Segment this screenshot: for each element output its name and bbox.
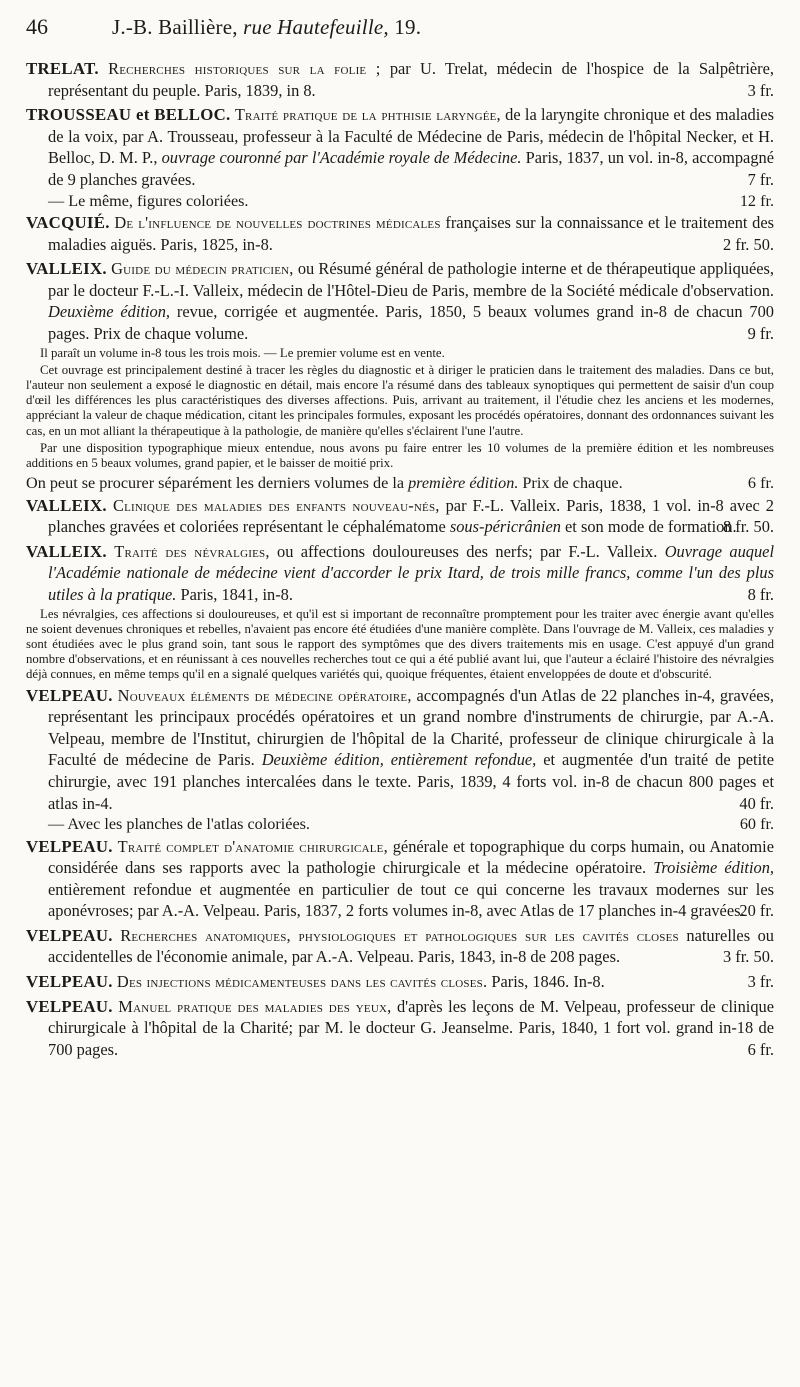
street-number: 19. [394, 15, 422, 39]
entry-price: 60 fr. [739, 815, 774, 834]
entry-price: 8 fr. [747, 584, 774, 604]
entry-italic-note: Troisième édition, [653, 858, 774, 878]
entry-text: françaises sur la connaissance et le traitement des maladies aiguës. Paris, 1825, in-8. [48, 212, 775, 254]
catalog-entry-valleix-nevralgies [26, 541, 774, 606]
entry-italic-note: ouvrage couronné par l'Académie royale de Médecine. [161, 148, 522, 168]
entry-text-after: Paris, 1841, in-8. [180, 584, 293, 604]
entry-price: 6 fr. [747, 1039, 774, 1059]
entry-price: 3 fr. [747, 972, 774, 992]
entry-title: De l'influence de nouvelles doctrines médicales [114, 212, 441, 232]
street-name: rue Hautefeuille, [243, 15, 389, 39]
entry-title: Traité pratique de la phthisie laryngée, [234, 105, 501, 125]
entry-title: Guide du médecin praticien, [111, 259, 294, 279]
entry-author: VELPEAU. [26, 996, 113, 1016]
entry-text-after: entièrement refondue et augmentée en particulier de tout ce qui concerne les travaux modernes sur les aponévroses; par A.-A. Velpeau. Paris, 1837, 2 forts volumes in-8, avec Atlas de 17 planches in-4 gravées. [48, 879, 774, 921]
page-number: 46 [26, 14, 48, 39]
entry-text: d'après les leçons de M. Velpeau, professeur de clinique chirurgicale à l'hôpital de la Charité; par M. le docteur G. Jeanselme. Paris, 1840, 1 fort vol. grand in-18 de 700 pages. [48, 996, 774, 1059]
entry-price: 9 fr. [747, 323, 774, 343]
entry-price: 2 fr. 50. [723, 234, 774, 254]
entry-author: TROUSSEAU et BELLOC. [26, 105, 231, 125]
catalog-subentry-separate-volumes [26, 473, 774, 494]
entry-note: Il paraît un volume in-8 tous les trois mois. — Le premier volume est en vente. [40, 345, 445, 360]
entry-text: Paris, 1846. In-8. [491, 972, 605, 992]
entry-price: 8 fr. 50. [723, 517, 774, 537]
entry-author: VELPEAU. [26, 925, 113, 945]
entry-note: Cet ouvrage est principalement destiné à tracer les règles du diagnostic et à diriger le praticien dans le traitement des maladies. Dans ce but, l'auteur non seulement a exposé le diagnostic en détail, mais encore l'a résumé dans des tableaux synoptiques qui permettent de saisir d'un coup d'œil les différences les plus caractéristiques des diverses affections. Puis, arrivant au traitement, il l'étudie chez les anciens et les modernes, appréciant la valeur de chaque médication, citant les principales formules, exposant les procédés opératoires, donnant des ordonnances suivant les cas, en un mot alliant la thérapeutique à la pathologie, de manière qu'elles s'éclairent l'une l'autre. [26, 362, 774, 438]
entry-italic-note: Deuxième édition, entièrement refondue, [261, 750, 537, 770]
entry-italic-note: Ouvrage auquel l'Académie nationale de médecine vient d'accorder le prix Itard, de trois mille francs, comme l'un des plus utiles à la pratique. [48, 541, 775, 604]
entry-title: Recherches historiques sur la folie ; [108, 59, 381, 78]
entry-title: Des injections médicamenteuses dans les cavités closes. [116, 972, 488, 992]
subentry-text: — Avec les planches de l'atlas coloriées. [48, 815, 310, 834]
entry-title: Nouveaux éléments de médecine opératoire, [117, 685, 412, 705]
subentry-text: — Le même, figures coloriées. [48, 191, 249, 210]
entry-text-after: et son mode de formation. [565, 517, 737, 537]
subentry-text-after: Prix de chaque. [522, 474, 623, 493]
entry-price: 3 fr. 50. [723, 947, 774, 967]
entry-note: Les névralgies, ces affections si douloureuses, et qu'il est si important de reconnaître promptement pour les traiter avec énergie avant qu'elles ne soient devenues chroniques et rebelles, n'avaient pas encore été étudiées d'une manière complète. Dans l'ouvrage de M. Valleix, ces maladies y sont étudiées avec le plus grand soin, tant sous le rapport des symptômes que des divers traitements mis en usage. C'est appuyé d'un grand nombre d'observations, et en réunissant à ces nouvelles recherches tout ce qui a été publié avant lui, que l'auteur a éclairé l'histoire des névralgies déjà connues, en même temps qu'il en a signalé quelques variétés qui, quoique fréquentes, étaient enveloppées de doute et d'obscurité. [26, 606, 774, 682]
entry-text: ou Résumé général de pathologie interne et de thérapeutique appliquées, par le docteur F.-L.-I. Valleix, médecin de l'Hôtel-Dieu de Paris, membre de la Société médicale d'observation. [48, 259, 774, 300]
entry-author: VELPEAU. [26, 836, 113, 856]
entry-price: 20 fr. [739, 901, 774, 921]
catalog-entry-velpeau-anatomie [26, 836, 774, 922]
entry-text-after: Paris, 1837, un vol. in-8, accompagné de 9 planches gravées. [48, 148, 774, 189]
running-header [26, 14, 774, 58]
entry-price: 6 fr. [747, 474, 774, 493]
subentry-italic: première édition. [408, 474, 519, 493]
entry-text: par F.-L. Valleix. Paris, 1838, 1 vol. in-8 avec 2 planches gravées et coloriées représentant le céphalématome [48, 495, 774, 537]
catalog-entry-velpeau-injections [26, 971, 774, 993]
entry-title: Traité complet d'anatomie chirurgicale, [117, 836, 388, 856]
entry-price: 40 fr. [739, 793, 774, 813]
entry-italic-note: Deuxième édition, [48, 302, 171, 322]
entry-price: 3 fr. [747, 80, 774, 100]
entry-author: VELPEAU. [26, 685, 113, 705]
entry-text: accompagnés d'un Atlas de 22 planches in-4, gravées, représentant les principaux procédés opératoires et un grand nombre d'instruments de chirurgie, par A.-A. Velpeau, membre de l'Institut, chirurgien de l'hôpital de la Charité, professeur de clinique chirurgicale à la Faculté de médecine de Paris. [48, 685, 774, 770]
entry-price: 7 fr. [747, 169, 774, 189]
entry-price: 12 fr. [739, 191, 774, 210]
entry-text-after: revue, corrigée et augmentée. Paris, 1850, 5 beaux volumes grand in-8 de chacun 700 pages. Prix de chaque volume. [48, 302, 775, 343]
publisher-name: J.-B. Baillière, [112, 15, 238, 39]
catalog-entry-valleix-guide [26, 258, 774, 344]
entry-text-after: et augmentée d'un traité de petite chirurgie, avec 191 planches intercalées dans le texte. Paris, 1839, 4 forts vol. in-8 de chacun 800 pages et atlas in-4. [48, 750, 774, 813]
catalog-entry-trelat [26, 58, 774, 101]
entry-title: Recherches anatomiques, physiologiques et pathologiques sur les cavités closes [120, 925, 679, 945]
entry-text: par U. Trelat, médecin de l'hospice de la Salpêtrière, représentant du peuple. Paris, 1839, in 8. [48, 59, 775, 100]
catalog-entry-velpeau-manuel [26, 996, 774, 1061]
entry-author: VACQUIÉ. [26, 212, 110, 232]
entry-text: générale et topographique du corps humain, ou Anatomie considérée dans ses rapports avec la pathologie chirurgicale et la médecine opératoire. [48, 836, 774, 878]
catalog-subentry-colored [26, 191, 774, 212]
publisher-address [112, 15, 421, 40]
entry-author: VALLEIX. [26, 259, 107, 279]
catalog-entry-velpeau-recherches [26, 925, 774, 968]
entry-text: ou affections douloureuses des nerfs; par F.-L. Valleix. [277, 541, 658, 561]
catalog-entry-trousseau-belloc [26, 104, 774, 190]
entry-note: Par une disposition typographique mieux entendue, nous avons pu faire entrer les 10 volumes de la première édition et les nombreuses additions en 5 beaux volumes, grand papier, et le baisser de moitié prix. [26, 440, 774, 470]
entry-title: Clinique des maladies des enfants nouveau-nés, [112, 495, 440, 515]
entry-title: Manuel pratique des maladies des yeux, [118, 996, 392, 1016]
entry-author: VELPEAU. [26, 972, 113, 992]
catalog-entry-vacquie [26, 212, 774, 255]
entry-text: de la laryngite chronique et des maladies de la voix, par A. Trousseau, professeur à la Faculté de Médecine de Paris, médecin de l'hôpital Necker, et H. Belloc, D. M. P., [48, 105, 774, 168]
subentry-text: On peut se procurer séparément les derniers volumes de la [26, 474, 405, 493]
catalog-subentry-atlas-colored [26, 814, 774, 835]
entry-text: naturelles ou accidentelles de l'économie animale, par A.-A. Velpeau. Paris, 1843, in-8 de 208 pages. [48, 925, 774, 967]
catalog-entry-valleix-clinique [26, 495, 774, 538]
entry-italic-note: sous-péricrânien [449, 517, 561, 537]
entry-author: VALLEIX. [26, 541, 107, 561]
catalog-entry-velpeau-elements [26, 685, 774, 815]
entry-author: VALLEIX. [26, 495, 107, 515]
entry-title: Traité des névralgies, [114, 541, 270, 561]
entry-author: TRELAT. [26, 59, 99, 78]
